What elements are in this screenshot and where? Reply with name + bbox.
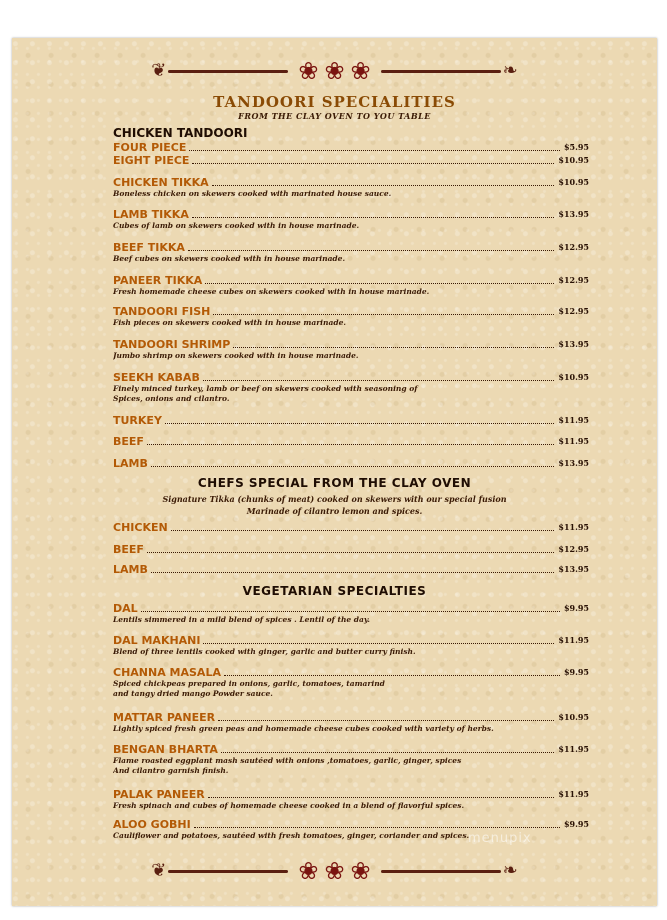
item-name: PANEER TIKKA xyxy=(113,274,203,287)
item-description: Cauliflower and potatoes, sautéed with fresh tomatoes, ginger, coriander and spices. xyxy=(113,831,470,840)
item-name: TURKEY xyxy=(113,414,162,427)
scroll-curl-icon: ❧ xyxy=(502,60,518,81)
item-description: Spices, onions and cilantro. xyxy=(113,394,230,403)
menu-item xyxy=(113,274,589,297)
flower-ornament-icon: ❀ xyxy=(350,57,371,85)
item-description: Fresh homemade cheese cubes on skewers cooked with in house marinade. xyxy=(113,287,430,296)
item-price: $9.95 xyxy=(563,603,589,613)
item-name: PALAK PANEER xyxy=(113,788,205,801)
menu-page xyxy=(12,38,657,906)
watermark: menupix xyxy=(468,831,532,846)
menu-item xyxy=(113,457,589,470)
menu-item xyxy=(113,521,589,534)
item-description: Lightly spiced fresh green peas and homemade cheese cubes cooked with variety of herbs. xyxy=(113,724,494,733)
item-price: $11.95 xyxy=(558,436,589,446)
item-price: $10.95 xyxy=(558,712,589,722)
item-price: $10.95 xyxy=(558,372,589,382)
item-description: Blend of three lentils cooked with ginger, garlic and butter curry finish. xyxy=(113,647,416,656)
item-name: MATTAR PANEER xyxy=(113,711,216,724)
item-price: $11.95 xyxy=(558,635,589,645)
item-price: $5.95 xyxy=(563,142,589,152)
item-description: and tangy dried mango Powder sauce. xyxy=(113,689,273,698)
ornament-line xyxy=(168,70,288,73)
bottom-ornament xyxy=(12,856,657,886)
menu-item xyxy=(113,176,589,199)
item-price: $13.95 xyxy=(558,564,589,574)
item-description: Flame roasted eggplant mash sautéed with onions ,tomatoes, garlic, ginger, spices xyxy=(113,756,462,765)
item-description: And cilantro garnish finish. xyxy=(113,766,229,775)
menu-item xyxy=(113,788,589,811)
item-name: ALOO GOBHI xyxy=(113,818,191,831)
item-price: $13.95 xyxy=(558,458,589,468)
item-name: BEEF xyxy=(113,543,144,556)
menu-item xyxy=(113,305,589,328)
item-name: CHANNA MASALA xyxy=(113,666,221,679)
item-name: SEEKH KABAB xyxy=(113,371,200,384)
chefs-special-note: Marinade of cilantro lemon and spices. xyxy=(246,506,423,516)
menu-title: TANDOORI SPECIALITIES xyxy=(213,93,456,111)
menu-subtitle: FROM THE CLAY OVEN TO YOU TABLE xyxy=(238,111,431,121)
item-price: $13.95 xyxy=(558,209,589,219)
flower-ornament-icon: ❀ xyxy=(298,857,319,885)
item-price: $11.95 xyxy=(558,744,589,754)
item-name: EIGHT PIECE xyxy=(113,154,190,167)
item-price: $9.95 xyxy=(563,667,589,677)
item-name: LAMB xyxy=(113,563,148,576)
chicken-tandoori-heading: CHICKEN TANDOORI xyxy=(113,126,248,140)
item-price: $12.95 xyxy=(558,275,589,285)
ornament-line xyxy=(168,870,288,873)
flower-ornament-icon: ❀ xyxy=(298,57,319,85)
menu-item xyxy=(113,141,589,154)
flower-ornament-icon: ❀ xyxy=(324,857,345,885)
menu-item xyxy=(113,414,589,427)
item-price: $13.95 xyxy=(558,339,589,349)
item-name: DAL MAKHANI xyxy=(113,634,201,647)
item-price: $11.95 xyxy=(558,522,589,532)
item-name: BEEF xyxy=(113,435,144,448)
item-price: $9.95 xyxy=(563,819,589,829)
item-name: BEEF TIKKA xyxy=(113,241,185,254)
menu-item xyxy=(113,435,589,448)
item-name: FOUR PIECE xyxy=(113,141,187,154)
item-name: BENGAN BHARTA xyxy=(113,743,218,756)
top-ornament xyxy=(12,56,657,86)
chefs-special-note: Signature Tikka (chunks of meat) cooked on skewers with our special fusion xyxy=(162,494,507,504)
item-price: $12.95 xyxy=(558,242,589,252)
menu-item xyxy=(113,371,589,404)
scroll-curl-icon: ❦ xyxy=(151,60,167,81)
item-price: $12.95 xyxy=(558,306,589,316)
menu-item xyxy=(113,563,589,576)
menu-item xyxy=(113,634,589,657)
scroll-curl-icon: ❦ xyxy=(151,860,167,881)
item-description: Spiced chickpeas prepared in onions, garlic, tomatoes, tamarind xyxy=(113,679,385,688)
item-name: LAMB xyxy=(113,457,148,470)
item-description: Finely minced turkey, lamb or beef on skewers cooked with seasoning of xyxy=(113,384,418,393)
menu-item xyxy=(113,743,589,776)
chefs-special-heading: CHEFS SPECIAL FROM THE CLAY OVEN xyxy=(197,476,472,490)
menu-item xyxy=(113,602,589,625)
flower-ornament-icon: ❀ xyxy=(324,57,345,85)
menu-item xyxy=(113,666,589,699)
item-description: Cubes of lamb on skewers cooked with in house marinade. xyxy=(113,221,360,230)
item-name: LAMB TIKKA xyxy=(113,208,189,221)
scroll-curl-icon: ❧ xyxy=(502,860,518,881)
item-name: DAL xyxy=(113,602,138,615)
menu-item xyxy=(113,154,589,167)
item-description: Jumbo shrimp on skewers cooked with in house marinade. xyxy=(113,351,359,360)
ornament-line xyxy=(381,870,501,873)
menu-item xyxy=(113,711,589,734)
menu-item xyxy=(113,241,589,264)
item-price: $11.95 xyxy=(558,789,589,799)
item-description: Beef cubes on skewers cooked with in house marinade. xyxy=(113,254,346,263)
item-price: $10.95 xyxy=(558,177,589,187)
item-name: TANDOORI SHRIMP xyxy=(113,338,231,351)
item-name: CHICKEN TIKKA xyxy=(113,176,209,189)
item-name: TANDOORI FISH xyxy=(113,305,211,318)
ornament-line xyxy=(381,70,501,73)
item-price: $11.95 xyxy=(558,415,589,425)
menu-item xyxy=(113,208,589,231)
item-description: Lentils simmered in a mild blend of spices . Lentil of the day. xyxy=(113,615,371,624)
item-name: CHICKEN xyxy=(113,521,168,534)
menu-item xyxy=(113,338,589,361)
flower-ornament-icon: ❀ xyxy=(350,857,371,885)
item-description: Fresh spinach and cubes of homemade cheese cooked in a blend of flavorful spices. xyxy=(113,801,465,810)
item-description: Fish pieces on skewers cooked with in house marinade. xyxy=(113,318,346,327)
item-price: $12.95 xyxy=(558,544,589,554)
item-price: $10.95 xyxy=(558,155,589,165)
menu-item xyxy=(113,543,589,556)
vegetarian-heading: VEGETARIAN SPECIALTIES xyxy=(242,584,427,598)
item-description: Boneless chicken on skewers cooked with marinated house sauce. xyxy=(113,189,392,198)
